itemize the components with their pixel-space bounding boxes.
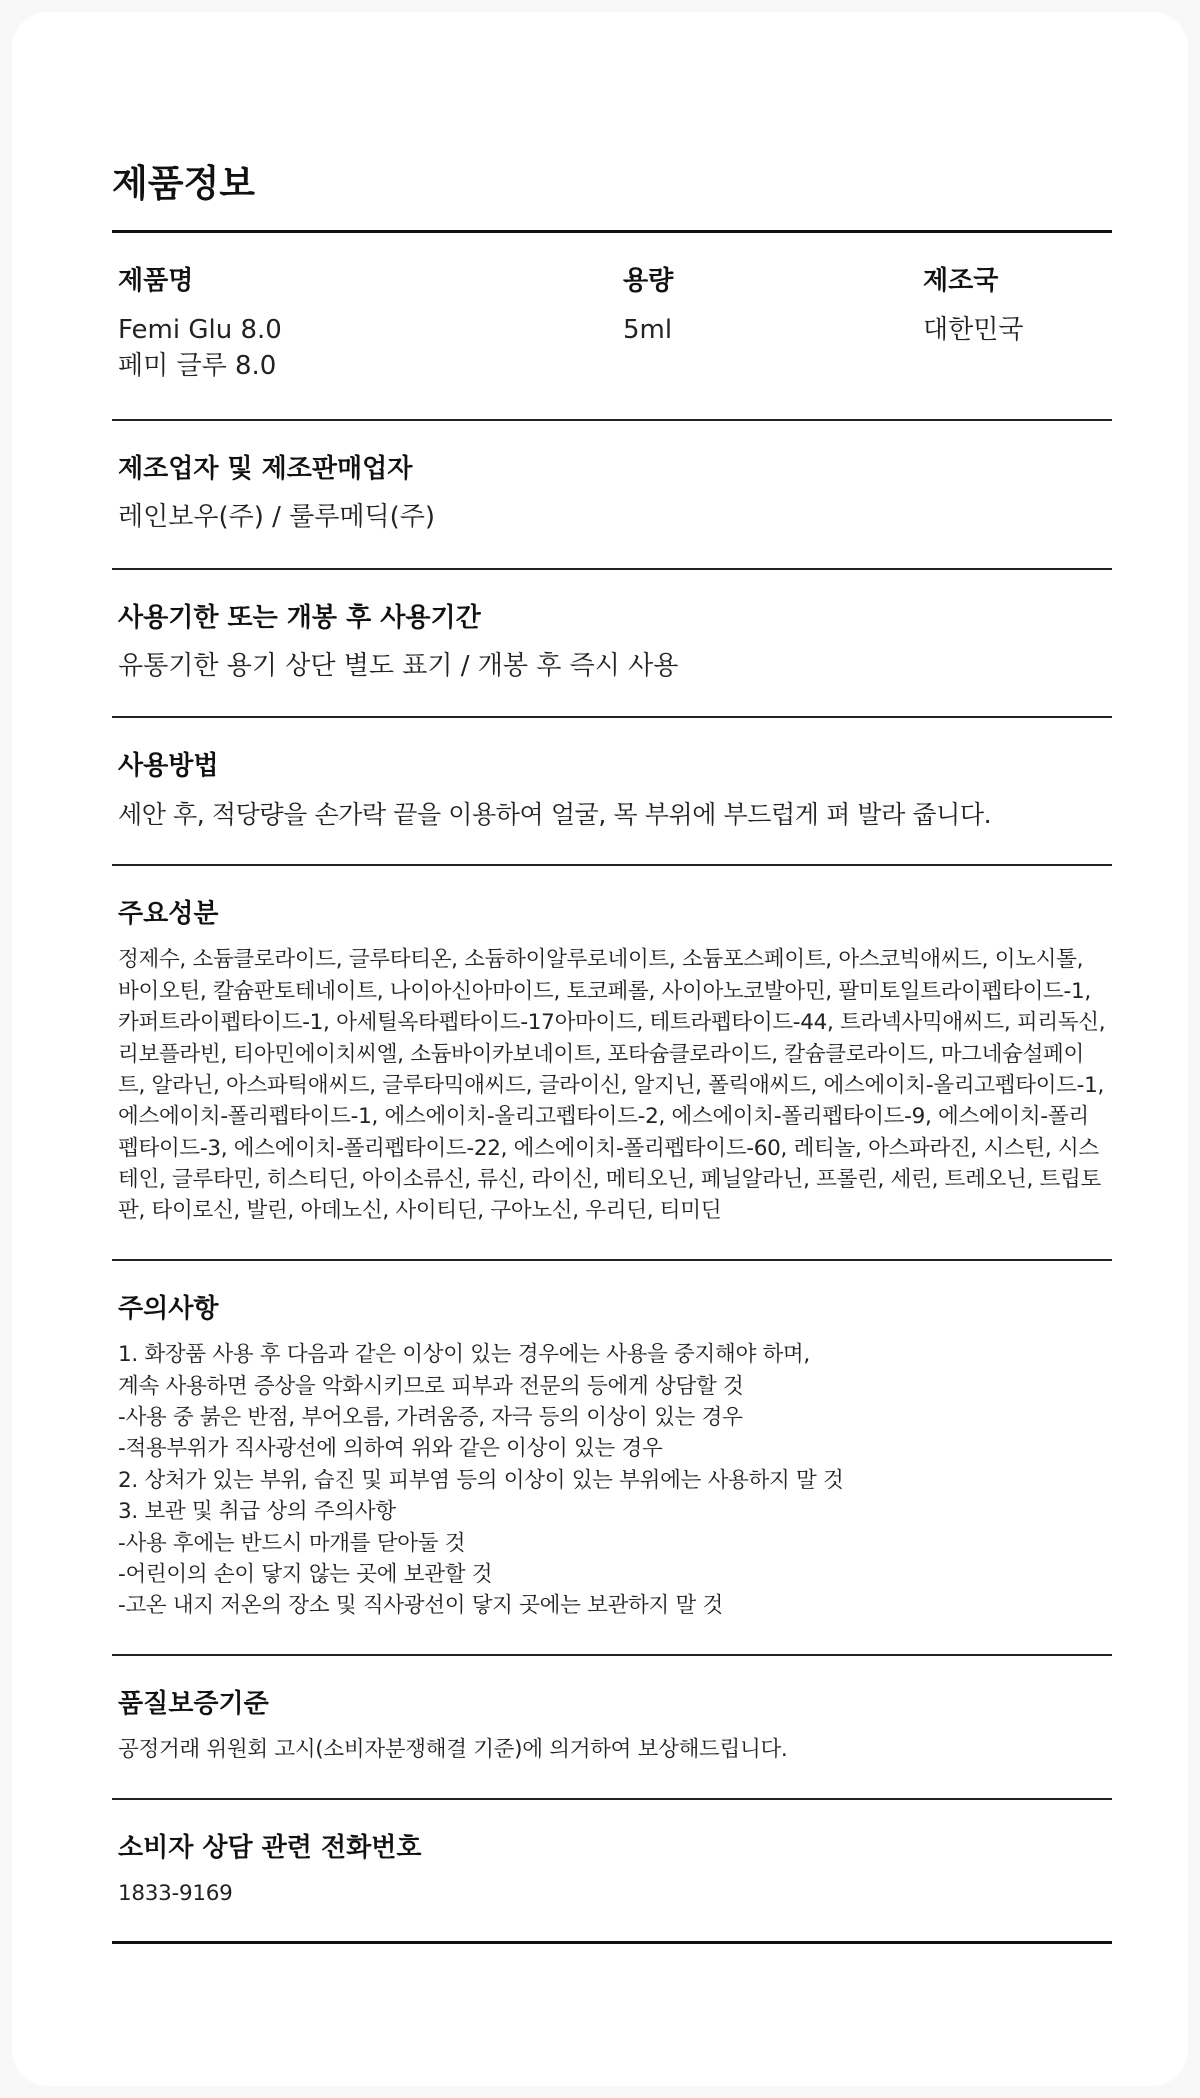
caution-line: 2. 상처가 있는 부위, 습진 및 피부염 등의 이상이 있는 부위에는 사용하지 말 것 [118, 1467, 844, 1493]
expiry-label: 사용기한 또는 개봉 후 사용기간 [118, 602, 481, 633]
ingredients-section [112, 866, 1112, 1259]
cautions-list [118, 1339, 1106, 1621]
caution-line: 1. 화장품 사용 후 다음과 같은 이상이 있는 경우에는 사용을 중지해야 하며, [118, 1342, 810, 1368]
country-label: 제조국 [923, 266, 999, 297]
product-name-ko: 페미 글루 8.0 [118, 351, 277, 382]
caution-line: 3. 보관 및 취급 상의 주의사항 [118, 1499, 396, 1525]
product-name-block [118, 265, 623, 384]
caution-line: -어린이의 손이 닿지 않는 곳에 보관할 것 [118, 1561, 493, 1587]
country-block [923, 265, 1106, 384]
caution-line: -고온 내지 저온의 장소 및 직사광선이 닿지 곳에는 보관하지 말 것 [118, 1593, 723, 1619]
usage-value: 세안 후, 적당량을 손가락 끝을 이용하여 얼굴, 목 부위에 부드럽게 펴 발라 줍니다. [118, 799, 992, 829]
product-name-label: 제품명 [118, 266, 194, 297]
contact-phone: 1833-9169 [118, 1881, 233, 1907]
volume-label: 용량 [623, 266, 674, 297]
volume-value: 5ml [623, 314, 673, 345]
product-info-content [112, 162, 1112, 1944]
contact-section [112, 1800, 1112, 1942]
expiry-value: 유통기한 용기 상단 별도 표기 / 개봉 후 즉시 사용 [118, 651, 679, 682]
product-basic-info [112, 233, 1112, 418]
caution-line: -사용 중 붉은 반점, 부어오름, 가려움증, 자극 등의 이상이 있는 경우 [118, 1405, 743, 1431]
cautions-label: 주의사항 [118, 1293, 219, 1324]
info-panel [12, 12, 1188, 2086]
bottom-divider [112, 1941, 1112, 1944]
manufacturer-label: 제조업자 및 제조판매업자 [118, 453, 413, 484]
usage-label: 사용방법 [118, 751, 219, 782]
page-title: 제품정보 [112, 162, 255, 205]
manufacturer-value: 레인보우(주) / 룰루메딕(주) [118, 502, 436, 533]
country-value: 대한민국 [923, 314, 1024, 345]
caution-line: -적용부위가 직사광선에 의하여 위와 같은 이상이 있는 경우 [118, 1436, 663, 1462]
volume-block [623, 265, 923, 384]
product-name-en: Femi Glu 8.0 [118, 314, 282, 345]
expiry-section [112, 570, 1112, 717]
cautions-section [112, 1261, 1112, 1654]
contact-label: 소비자 상담 관련 전화번호 [118, 1832, 422, 1863]
manufacturer-section [112, 421, 1112, 568]
caution-line: -사용 후에는 반드시 마개를 닫아둘 것 [118, 1530, 466, 1556]
quality-value: 공정거래 위원회 고시(소비자분쟁해결 기준)에 의거하여 보상해드립니다. [118, 1737, 788, 1763]
quality-section [112, 1656, 1112, 1798]
ingredients-label: 주요성분 [118, 898, 219, 929]
quality-label: 품질보증기준 [118, 1688, 269, 1719]
caution-line: 계속 사용하면 증상을 악화시키므로 피부과 전문의 등에게 상담할 것 [118, 1373, 744, 1399]
usage-section [112, 718, 1112, 864]
ingredients-value: 정제수, 소듐클로라이드, 글루타티온, 소듐하이알루로네이트, 소듐포스페이트, 아스코빅애씨드, 이노시톨, 바이오틴, 칼슘판토테네이트, 나이아신아마이드, 토코페롤, 사이아노코발아민, 팔미토일트라이펩타이드-1, 카퍼트라이펩타이드-1, 아세틸옥타펩타이드-17아마이드, 테트라펩타이드-44, 트라넥사믹애씨드, 피리독신, 리보플라빈, 티아민에이치씨엘, 소듐바이카보네이트, 포타슘클로라이드, 칼슘클로라이드, 마그네슘설페이트, 알라닌, 아스파틱애씨드, 글루타믹애씨드, 글라이신, 알지닌, 폴릭애씨드, 에스에이치-올리고펩타이드-1, 에스에이치-폴리펩타이드-1, 에스에이치-올리고펩타이드-2, 에스에이치-폴리펩타이드-9, 에스에이치-폴리펩타이드-3, 에스에이치-폴리펩타이드-22, 에스에이치-폴리펩타이드-60, 레티놀, 아스파라진, 시스틴, 시스테인, 글루타민, 히스티딘, 아이소류신, 류신, 라이신, 메티오닌, 페닐알라닌, 프롤린, 세린, 트레오닌, 트립토판, 타이로신, 발린, 아데노신, 사이티딘, 구아노신, 우리딘, 티미딘 [118, 947, 1106, 1224]
